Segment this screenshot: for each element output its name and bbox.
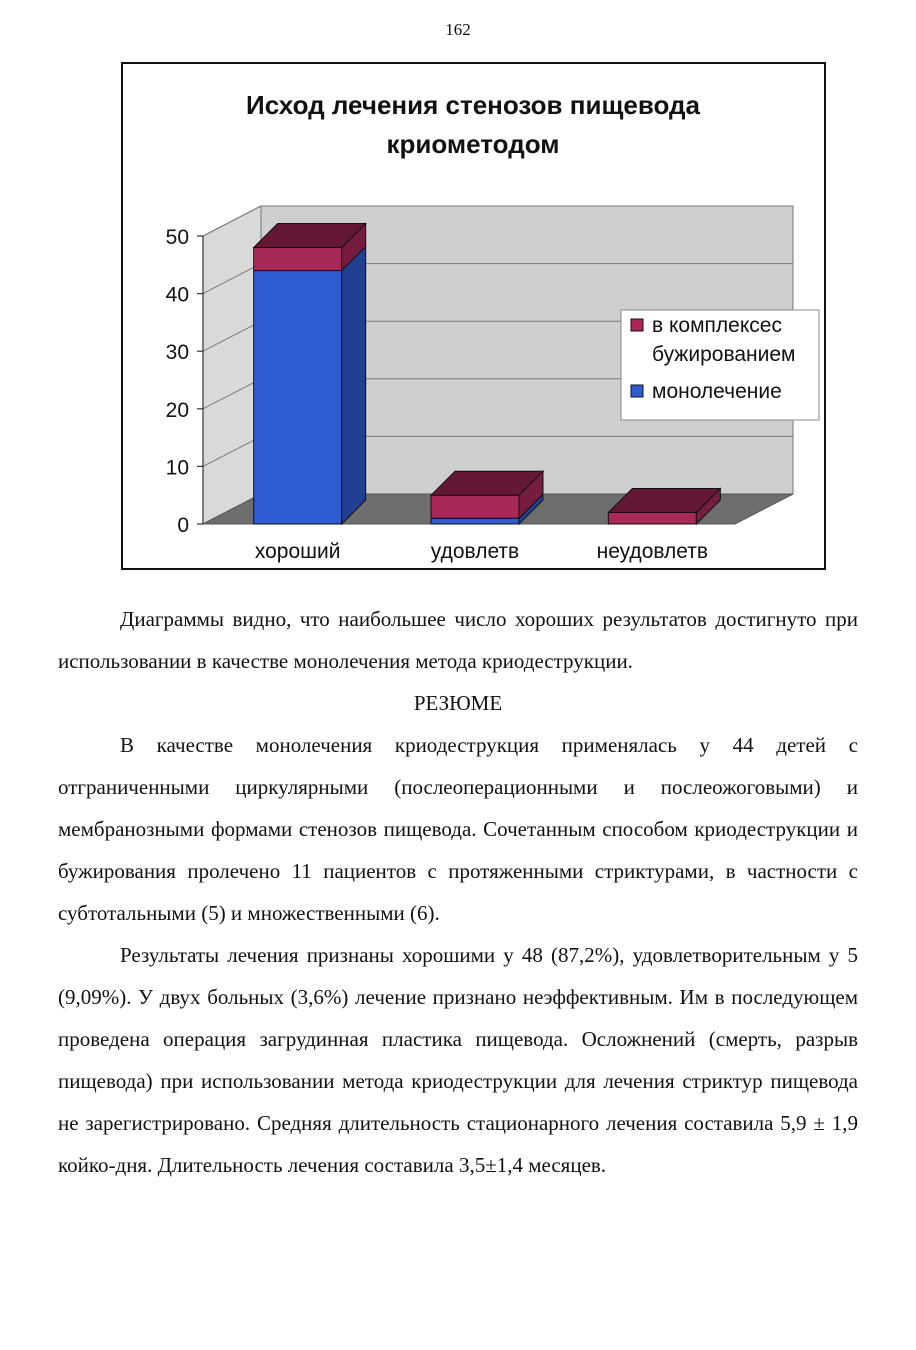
legend-label: монолечение [652,380,782,403]
bar-segment-front [608,512,696,524]
y-tick-label: 30 [165,341,189,365]
paragraph-summary-methods: В качестве монолечения криодеструкция применялась у 44 детей с отграниченными циркулярными (послеоперационными и послеожоговыми) и мембранозными формами стенозов пищевода. Сочетанным способом криодеструкции и бужирования пролечено 11 пациентов с протяженными стриктурами, в частности с субтотальными (5) и множественными (6). [58,733,858,925]
paragraph-chart-conclusion: Диаграммы видно, что наибольшее число хороших результатов достигнуто при использовании в качестве монолечения метода криодеструкции. [58,607,858,673]
x-tick-label: удовлетв [430,540,520,563]
legend-swatch [631,385,643,397]
bar-chart [123,64,824,568]
legend-label: в комплексес [652,314,782,337]
page-number: 162 [445,20,471,39]
y-tick-label: 10 [165,456,189,480]
bar-segment-front [431,495,519,518]
chart-frame [121,62,826,570]
y-tick-label: 0 [177,514,189,537]
y-tick-label: 50 [165,226,189,249]
chart-title [246,90,701,159]
chart-legend [621,310,819,420]
legend-swatch [631,319,643,331]
section-heading-summary: РЕЗЮМЕ [413,691,503,715]
x-tick-label: хороший [254,540,341,563]
x-axis-labels [255,540,708,563]
chart-title-line: Исход лечения стенозов пищевода [246,90,700,120]
bar-segment-front [254,248,342,271]
paragraph-summary-results: Результаты лечения признаны хорошими у 48 (87,2%), удовлетворительным у 5 (9,09%). У двух больных (3,6%) лечение признано неэффективным. Им в последующем проведена операция загрудинная пластика пищевода. Осложнений (смерть, разрыв пищевода) при использовании метода криодеструкции для лечения стриктур пищевода не зарегистрировано. Средняя длительность стационарного лечения составила 5,9 ± 1,9 койко-дня. Длительность лечения составила 3,5±1,4 месяцев. [58,943,858,1177]
bar-segment-front [431,518,519,524]
body-text [58,598,858,1186]
legend-label: бужированием [652,343,796,366]
y-tick-label: 40 [165,283,189,307]
bar-segment-side [342,247,366,524]
chart-side-wall [203,206,261,524]
x-tick-label: неудовлетв [596,540,709,563]
y-axis [166,226,203,537]
bar-segment-front [254,271,342,524]
chart-title-line: криометодом [386,129,560,159]
y-tick-label: 20 [165,398,189,422]
